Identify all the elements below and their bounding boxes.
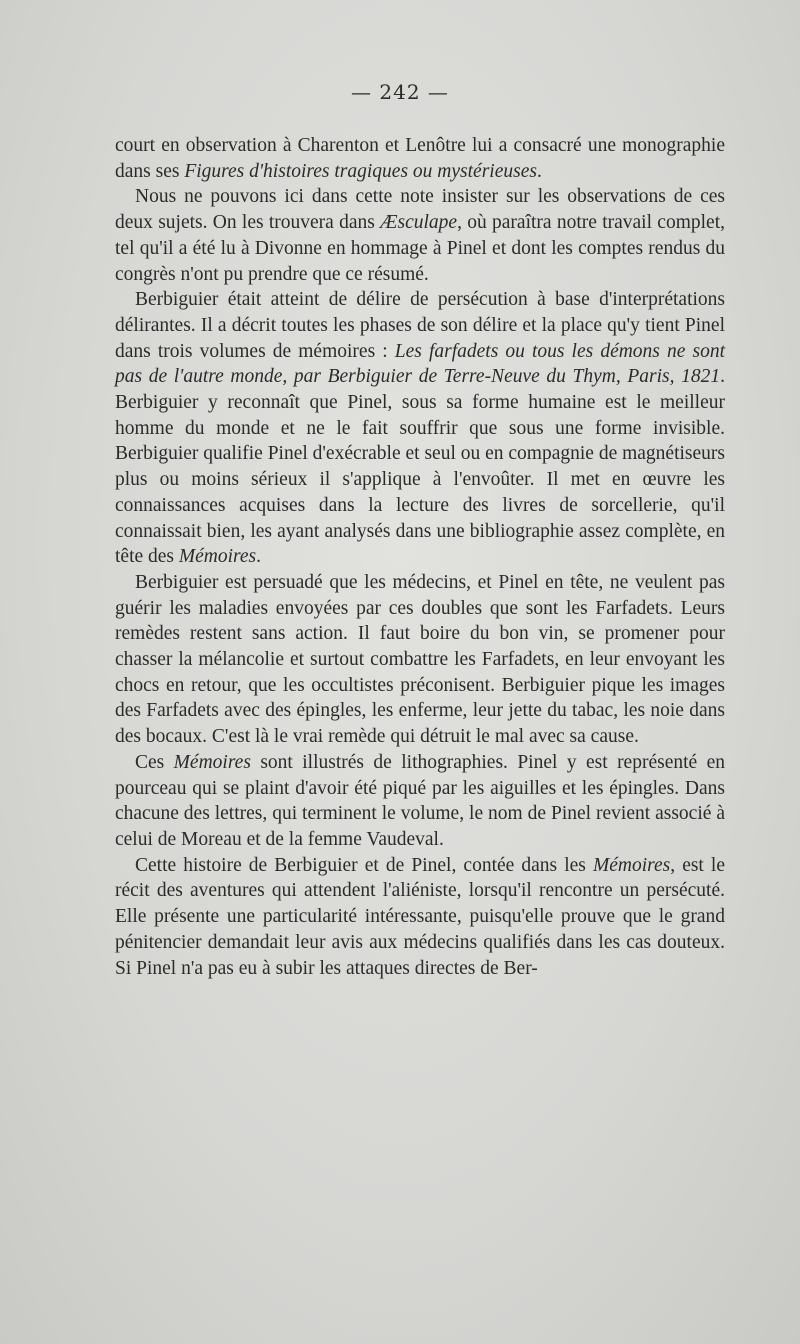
text-run: Cette histoire de Berbiguier et de Pinel, contée dans les xyxy=(135,854,593,876)
journal-title-aesculape: Æsculape xyxy=(380,212,458,234)
text-run: . Berbiguier y reconnaît que Pinel, sous sa forme humaine est le meilleur homme du monde et ne le fait souffrir que sous une forme invisible. Berbiguier qualifie Pinel d'exécrable et seul ou en compagnie de magnétiseurs plus ou moins sérieux il s'applique à l'envoûter. Il met en œuvre les connaissances acquises dans la lecture des livres de sorcellerie, qu'il connaissait bien, les ayant analysés dans une bibliographie assez complète, en tête des xyxy=(115,366,725,568)
text-run: . xyxy=(536,160,542,182)
text-run: Berbiguier était atteint de délire de persécution à base d'interprétations délirantes. Il a décrit toutes les phases de son délire et la place qu'y tient Pinel dans trois volumes de mémoires : xyxy=(115,289,725,362)
text-run: sont illustrés de lithographies. Pinel y est représenté en pourceau qui se plaint d'avoir été piqué par les aiguilles et les épingles. Dans chacune des lettres, qui terminent le volume, le nom de Pinel revient associé à celui de Moreau et de la femme Vaudeval. xyxy=(115,751,725,850)
paragraph-2 xyxy=(115,184,725,287)
paragraph-4 xyxy=(115,570,725,750)
text-run: Ces xyxy=(135,751,174,773)
text-run: . xyxy=(256,546,262,568)
text-run: , où paraîtra notre travail complet, tel qu'il a été lu à Divonne en hommage à Pinel et dont les comptes rendus du congrès n'ont pu prendre que ce résumé. xyxy=(115,212,725,285)
book-title-farfadets: Les farfadets ou tous les démons ne sont pas de l'autre monde, par Berbiguier de Terre-Neuve du Thym, Paris, 1821 xyxy=(115,340,725,388)
text-run: , est le récit des aventures qui attendent l'aliéniste, lorsqu'il rencontre un persécuté. Elle présente une particularité intéressante, puisqu'elle prouve que le grand pénitencier demandait leur avis aux médecins qualifiés dans les cas douteux. Si Pinel n'a pas eu à subir les attaques directes de Ber- xyxy=(115,854,726,979)
text-run: Berbiguier est persuadé que les médecins, et Pinel en tête, ne veulent pas guérir les maladies envoyées par ces doubles que sont les Farfadets. Leurs remèdes restent sans action. Il faut boire du bon vin, se promener pour chasser la mélancolie et surtout combattre les Farfadets, en leur envoyant les chocs en retour, que les occultistes préconisent. Berbiguier pique les images des Farfadets avec des épingles, les enferme, leur jette du tabac, les noie dans des bocaux. C'est là le vrai remède qui détruit le mal avec sa cause. xyxy=(115,571,725,748)
text-run: Nous ne pouvons ici dans cette note insister sur les observations de ces deux sujets. On les trouvera dans xyxy=(115,186,725,234)
book-title-figures: Figures d'histoires tragiques ou mystérieuses xyxy=(184,160,537,182)
body-text xyxy=(115,133,725,981)
paragraph-6 xyxy=(115,853,725,982)
book-title-memoires: Mémoires xyxy=(173,751,251,773)
book-title-memoires: Mémoires xyxy=(592,854,671,876)
text-run: court en observation à Charenton et Lenôtre lui a consacré une monographie dans ses xyxy=(115,135,725,182)
paragraph-5 xyxy=(115,750,725,853)
page-number: — 242 — xyxy=(351,80,449,104)
book-title-memoires: Mémoires xyxy=(178,546,257,568)
paragraph-3 xyxy=(115,287,725,570)
paragraph-1 xyxy=(115,133,725,184)
